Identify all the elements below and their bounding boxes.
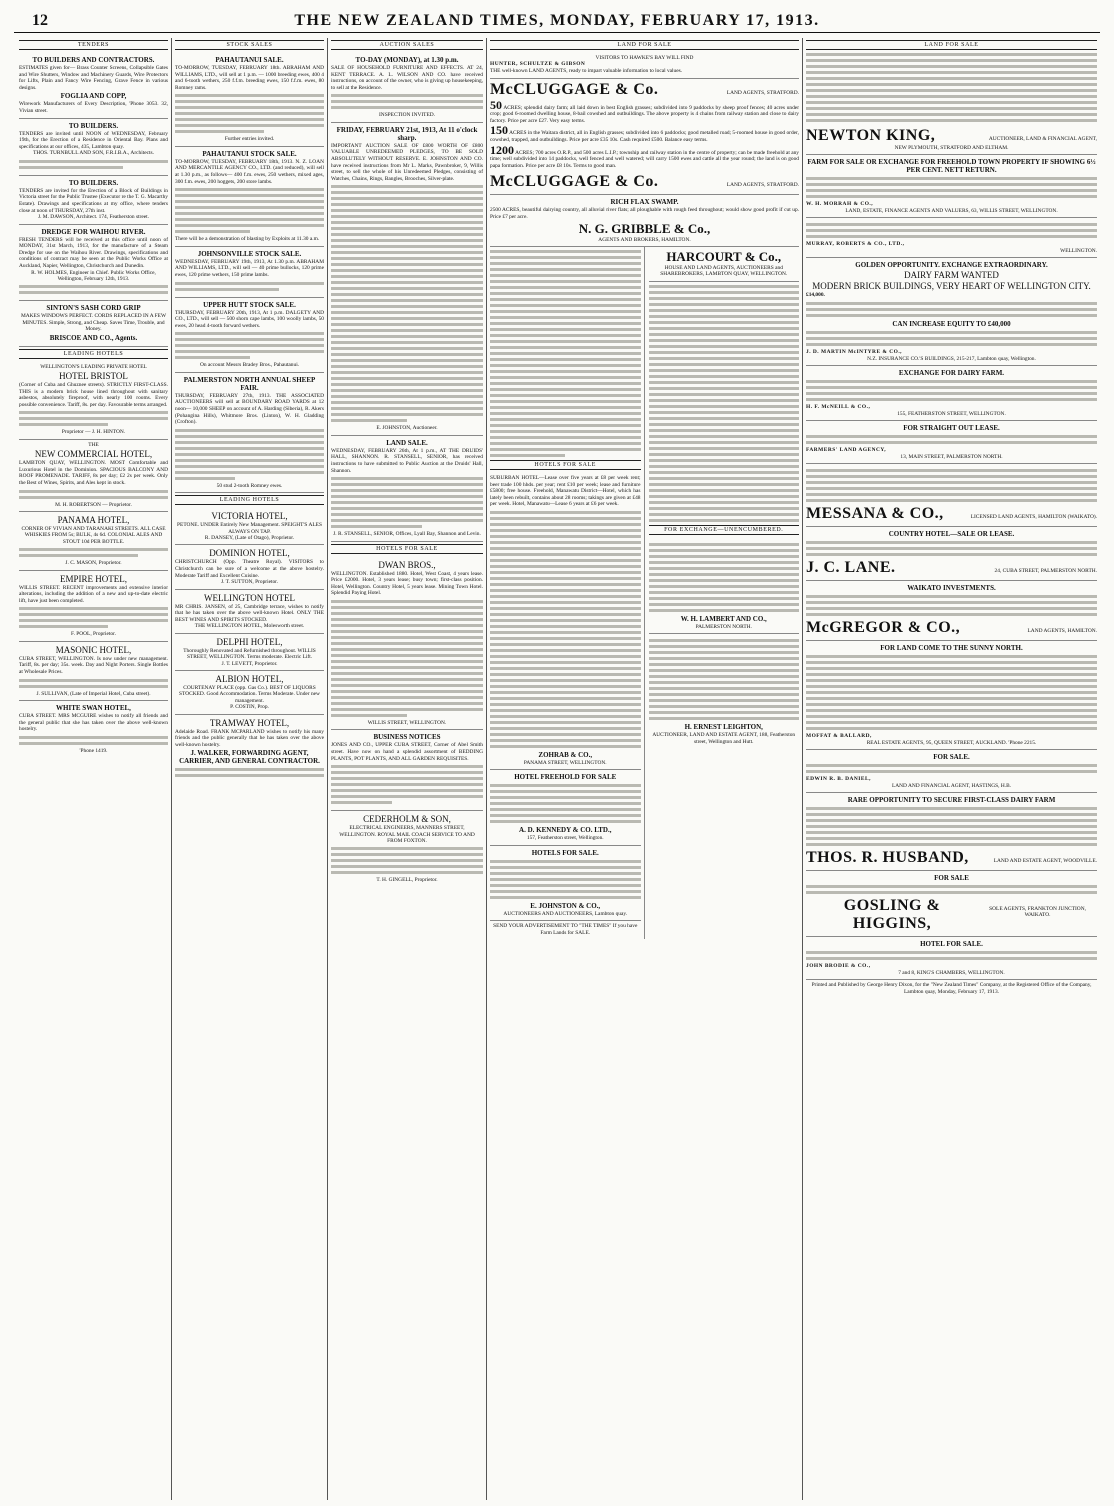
ad-body: (Corner of Cuba and Ghuznee streets). STRICTLY FIRST-CLASS. THIS is a modern brick house lined throughout with sanitary asbestos, absolutely fireproof, with nearly 100 rooms. Every possible convenience. Tariff, 8s. per day. Favourable terms arranged. (19, 381, 168, 408)
ad-footer: J. T. SUTTON, Proprietor. (220, 579, 279, 586)
ad-send-advertisement (490, 921, 641, 939)
ad-body: ESTIMATES given for— Brass Counter Screens, Collapsible Gates and Wire Shutters, Window and Machinery Guards, Wire Protectors for Lifts, Plain and Fancy Wire Fencing, Grave Fence in various designs. (19, 65, 168, 91)
ad-advertiser-sub: 155, FEATHERSTON STREET, WELLINGTON. (897, 410, 1006, 417)
ad-advertiser-side: AUCTIONEER, LAND & FINANCIAL AGENT, (988, 136, 1097, 142)
ad-body: THURSDAY, FEBRUARY 27th, 1913. THE ASSOCIATED AUCTIONEERS will sell at BOUNDARY ROAD YARDS at 12 noon— 10,000 SHEEP on account of A. Harding (Siberia), R. Akers (Pohangina Hills), Whitmore Bros. (Linton), W. H. Gladding (Crofton). (175, 392, 324, 426)
ad-headline: TO BUILDERS. (68, 178, 119, 187)
ad-headline: HOTEL FREEHOLD FOR SALE (514, 773, 617, 782)
ad-pahautanui-stock (175, 147, 324, 247)
ad-advertiser: HARCOURT & Co., (666, 248, 782, 264)
ad-land-sale-shannon (331, 436, 483, 542)
ad-advertiser-sub: 157, Featherston street, Wellington. (526, 835, 604, 842)
ad-advertiser: THOS. R. HUSBAND, (806, 849, 969, 866)
section-heading: LEADING HOTELS (175, 495, 324, 505)
column-tenders (16, 38, 172, 1500)
ad-headline: PAHAUTANUI SALE. (215, 56, 284, 64)
hotel-wellington (175, 590, 324, 634)
ad-advertiser-sub: N.Z. INSURANCE CO.'S BUILDINGS, 215-217, Lambton quay, Wellington. (867, 355, 1036, 362)
ad-gosling (806, 871, 1097, 937)
ad-advertiser: MOFFAT & BALLARD, (806, 733, 872, 739)
section-heading: LAND FOR SALE (490, 40, 799, 50)
ad-headline: PALMERSTON NORTH ANNUAL SHEEP FAIR. (183, 375, 316, 392)
ad-advertiser-sub: LICENSED LAND AGENTS, HAMILTON (WAIKATO). (970, 514, 1097, 520)
ad-advertiser-sub: REAL ESTATE AGENTS, 95, QUEEN STREET, AUCKLAND. 'Phone 2215. (866, 739, 1037, 746)
ad-mccluggage-1 (490, 79, 799, 196)
ad-hotels-for-sale-2 (490, 846, 641, 921)
ad-golden-opportunity (806, 258, 1097, 366)
section-heading: LAND FOR SALE (806, 40, 1097, 50)
lot-acres: 150 (490, 123, 508, 138)
hotel-victoria (175, 508, 324, 545)
ad-pledges (331, 123, 483, 436)
ad-advertiser-sub: PALMERSTON NORTH. (695, 623, 752, 630)
ad-advertiser: J. C. LANE. (806, 559, 896, 576)
ad-advertiser: HUNTER, SCHULTZE & GIBSON (490, 61, 586, 68)
ad-morrah (806, 155, 1097, 218)
ad-headline: JOHNSONVILLE STOCK SALE. (197, 249, 302, 258)
ad-advertiser: FARMERS' LAND AGENCY, (806, 447, 887, 453)
ad-footer: P. COSTIN, Prop. (230, 704, 269, 711)
ad-brodie (806, 937, 1097, 980)
ad-advertiser-sub: LAND AGENTS, HAMILTON. (1027, 628, 1097, 634)
ad-headline: RARE OPPORTUNITY TO SECURE FIRST-CLASS DAIRY FARM (847, 796, 1056, 804)
hotel-tramway (175, 715, 324, 784)
ad-dredge (19, 225, 168, 302)
ad-body: CUBA STREET. MRS MCGUIRE wishes to notify all friends and the general public that she has taken over the above well-known hostelry. (19, 712, 168, 733)
ad-murray-roberts (806, 218, 1097, 258)
lot-body: ACRES; splendid dairy farm; all laid down in best English grasses; subdivided into 9 paddocks by sheep proof fences; 40 acres under crop; good 6-roomed dwelling house, 8-bail cowshed and outbuildings. The above property is 4 chains from railway station and close to dairy factory. Price per acre £27. Very easy terms. (490, 104, 799, 124)
ad-advertiser-sub: LAND AND FINANCIAL AGENT, HASTINGS, H.B. (891, 782, 1012, 789)
ad-price: £14,000. (806, 292, 825, 299)
ad-footer: J. M. DAWSON, Architect. 174, Featherston street. (38, 214, 149, 221)
masthead-title: THE NEW ZEALAND TIMES, MONDAY, FEBRUARY 17, 1913. (294, 12, 820, 29)
ad-footer: E. JOHNSTON, Auctioneer. (376, 425, 438, 432)
ad-headline: FOR LAND COME TO THE SUNNY NORTH. (880, 644, 1023, 652)
hotel-delphi (175, 634, 324, 671)
ad-headline: LAND SALE. (386, 438, 428, 447)
ad-headline: RICH FLAX SWAMP. (610, 198, 679, 207)
ad-footer: On account Messrs Bradey Bros., Pahautanui. (199, 362, 300, 369)
ad-newton-king (806, 125, 1097, 155)
ad-body: TENDERS are invited for the Erection of a Block of Buildings in Victoria street for the Public Trustee (Executor re the T. G. Macarthy Estate). Drawings and specifications at my office, where tenders close at noon of THURSDAY, 27th inst. (19, 187, 168, 214)
ad-headline: TO BUILDERS AND CONTRACTORS. (32, 56, 155, 64)
ad-footer: 'Phone 1419. (79, 747, 108, 754)
hotel-panama (19, 512, 168, 571)
section-heading: HOTELS FOR SALE (331, 544, 483, 554)
ad-advertiser-sub: AGENTS AND BROKERS, HAMILTON. (598, 236, 691, 243)
hotel-albion (175, 671, 324, 715)
hotel-masonic (19, 642, 168, 701)
hotel-new-commercial (19, 440, 168, 512)
ad-body: MAKES WINDOWS PERFECT. CORDS REPLACED IN A FEW MINUTES. Simple, Strong, and Cheap. Saves Time, Trouble, and Money. (20, 313, 167, 333)
ad-headline: HOTEL FOR SALE. (920, 940, 983, 948)
ad-footer: J. T. LEVETT, Proprietor. (221, 660, 278, 667)
ad-body: CHRISTCHURCH (Opp. Theatre Royal). VISITORS to Christchurch can be sure of a welcome at the above hostelry. Moderate Tariff and Excellent Cuisine. (175, 559, 324, 579)
ad-advertiser-sub: AUCTIONEERS AND AUCTIONEERS, Lambton quay. (503, 910, 628, 917)
ad-advertiser: MURRAY, ROBERTS & CO., LTD., (806, 241, 905, 248)
ad-advertiser: J. D. MARTIN McINTYRE & CO., (806, 349, 903, 355)
ad-business-notices (331, 730, 483, 811)
ad-body: LAMBTON QUAY, WELLINGTON. MOST Comfortable and Luxurious Hotel in the Dominion. SPACIOUS BALCONY AND ROOF PROMENADE. TARIFF, 8s per day; £2 2s per week. Only the Best of Wines, Spirits, and Ales kept in stock. (19, 460, 168, 486)
imprint: Printed and Published by George Henry Dixon, for the "New Zealand Times" Company, at the Registered Office of the Company, Lambton quay, Monday, February 17, 1913. (811, 982, 1092, 995)
ad-name: DELPHI HOTEL, (216, 636, 283, 647)
ad-leighton (649, 634, 800, 748)
ad-sub: THE (88, 441, 99, 448)
ad-advertiser: JOHN BRODIE & CO., (806, 963, 871, 969)
ad-footer: J. SULLIVAN, (Late of Imperial Hotel, Cuba street). (36, 690, 151, 697)
ad-farmers-land (806, 421, 1097, 464)
ad-headline: FOR SALE (934, 874, 969, 882)
ad-hotel-freehold (490, 770, 641, 845)
ad-body: 2500 ACRES, beautiful dairying country, all alluvial river flats; all ploughable with rough feed throughout; would show good profit if cut up. Price £7 per acre. (490, 207, 799, 220)
ad-advertiser-sub: LAND AGENTS, STRATFORD. (726, 182, 799, 189)
ad-advertiser: McGREGOR & CO., (806, 619, 961, 636)
ad-body: SUBURBAN HOTEL—Lease over five years at £8 per week rent; beer trade 100 hhds. per year; rent £10 per week; lease and furniture £5800; free house. Freehold, Manawatu District—Hotel, which has lately been rebuilt, contains about 28 rooms; takings are given at £48 per week. Hotel, Manawatu—Lease 6 years at £6 per week. (490, 474, 641, 508)
ad-name: EMPIRE HOTEL, (60, 573, 127, 584)
ad-advertiser: W. H. MORRAH & CO., (806, 201, 874, 208)
ad-advertiser-sub: SOLE AGENTS, FRANKTON JUNCTION, WAIKATO. (989, 906, 1086, 919)
ad-name: WELLINGTON HOTEL (203, 592, 296, 603)
page-number: 12 (32, 12, 48, 29)
ad-cederholm (331, 811, 483, 887)
ad-advertiser-sub: 13, MAIN STREET, PALMERSTON NORTH. (900, 453, 1003, 460)
section-heading: HOTELS FOR SALE (490, 460, 641, 470)
ad-headline: COUNTRY HOTEL—SALE OR LEASE. (888, 530, 1015, 538)
ad-advertiser: ZOHRAB & CO., (538, 750, 593, 759)
hotel-bristol (19, 362, 168, 440)
ad-daniel (806, 750, 1097, 793)
ad-advertiser: EDWIN R. B. DANIEL, (806, 776, 871, 782)
ad-advertiser: N. G. GRIBBLE & Co., (578, 220, 711, 236)
ad-headline: DREDGE FOR WAIHOU RIVER. (41, 227, 146, 236)
ad-body: COURTENAY PLACE (opp. Gas Co.). BEST OF LIQUORS STOCKED. Good Accommodation. Terms Moderate. Under new management. (179, 684, 320, 704)
ad-footer: R. W. HOLMES, Engineer in Chief. Public Works Office, Wellington, February 12th, 1913. (31, 269, 156, 282)
ad-headline: WAIKATO INVESTMENTS. (907, 584, 996, 592)
ad-lane (806, 527, 1097, 581)
ad-household-sale (331, 53, 483, 123)
ad-body: SEND YOUR ADVERTISEMENT TO "THE TIMES" If you have Farm Lands for SALE. (493, 923, 638, 936)
ad-footer: INSPECTION INVITED. (379, 112, 435, 119)
ad-upper-hutt (175, 298, 324, 373)
ad-headline: FRIDAY, FEBRUARY 21st, 1913, At 11 o'clock sharp. (336, 125, 478, 142)
lot-body: ACRES in the Waitara district, all in English grasses; subdivided into 6 paddocks; good metalled road; 5-roomed house in good order, cowshed, trapped, and outbuildings. Price per acre £35 10s. Cash required £500. Balance easy terms. (490, 130, 799, 143)
ad-body: THE well-known LAND AGENTS, ready to impart valuable information to local values. (490, 68, 683, 74)
ad-headline: PAHAUTANUI STOCK SALE. (202, 149, 297, 158)
ad-advertiser-sub: 24, CUBA STREET, PALMERSTON NORTH. (994, 568, 1097, 574)
ad-footer: BRISCOE AND CO., Agents. (49, 333, 138, 342)
ad-headline: TO-DAY (MONDAY), at 1.30 p.m. (355, 56, 459, 64)
ad-name: ALBION HOTEL, (215, 673, 284, 684)
ad-footer: F. POOL, Proprietor. (71, 631, 116, 638)
ad-headline: FOR STRAIGHT OUT LEASE. (903, 424, 1000, 432)
ad-advertiser: NEWTON KING, (806, 127, 936, 144)
ad-body: ELECTRICAL ENGINEERS, MANNERS STREET, WELLINGTON. ROYAL MAIL COACH SERVICE TO AND FROM FOXTON. (339, 825, 475, 844)
ad-body: WEDNESDAY, FEBRUARY 26th, At 1 p.m., AT THE DRUIDS' HALL, SHANNON. R. STANSELL, SENIOR, has received instructions to have submitted to Public Auction at the Druids' Hall, Shannon. (331, 447, 483, 474)
ad-headline: TO BUILDERS. (68, 121, 119, 130)
section-heading: STOCK SALES (175, 40, 324, 50)
ad-lambert (649, 538, 800, 634)
lot-acres: 50 (490, 97, 502, 112)
section-heading: FOR EXCHANGE—UNENCUMBERED. (649, 525, 800, 535)
ad-palmerston-fair (175, 373, 324, 493)
ad-headline: SINTON'S SASH CORD GRIP (46, 304, 141, 313)
ad-rich-flax (490, 195, 799, 247)
ad-subhead: CAN INCREASE EQUITY TO £40,000 (892, 320, 1011, 328)
ad-footer: WILLIS STREET, WELLINGTON. (367, 719, 447, 726)
ad-subhead: MODERN BRICK BUILDINGS, VERY HEART OF WELLINGTON CITY. (812, 281, 1091, 292)
columns (16, 38, 1100, 1500)
ad-wirework (19, 53, 168, 119)
ad-body: IMPORTANT AUCTION SALE OF £800 WORTH OF £800 VALUABLE UNREDEEMED PLEDGES, TO BE SOLD ABSOLUTELY WITHOUT RESERVE. E. JOHNSTON AND CO. have received instructions from Mr L. Marks, Pawnbroker, 9, Willis street, to sell the whole of his Unredeemed Pledges, consisting of Watches, Chains, Rings, Bangles, Brooches, Silver-plate. (331, 142, 483, 182)
ad-body: JONES AND CO., UPPER CUBA STREET, Corner of Abel Smith street. Have now on hand a splendid assortment of BEDDING PLANTS, POT PLANTS, AND ALL GARDEN REQUISITES. (331, 742, 483, 762)
ad-advertiser-sub: LAND AND ESTATE AGENT, WOODVILLE. (993, 858, 1097, 864)
ad-footer: 50 stud 2-tooth Romney ewes. (216, 482, 283, 489)
ad-intro: VISITORS TO HAWKE'S BAY WILL FIND (595, 55, 694, 61)
ad-advertiser-sub: HOUSE AND LAND AGENTS, AUCTIONEERS and SHAREBROKERS, LAMBTON QUAY, WELLINGTON. (660, 264, 788, 278)
ad-footer: R. DANSEY, (Late of Otago), Proprietor. (204, 534, 295, 541)
column-stock-sales (172, 38, 328, 1500)
ad-husband (806, 793, 1097, 871)
ad-tender-residence (19, 119, 168, 176)
ad-footer: THE WELLINGTON HOTEL, Molesworth street. (194, 623, 305, 630)
ad-body: WELLINGTON. Established 1880. Hotel, West Coast, 4 years lease. Price £2000. Hotel, 3 years lease; busy town; first-class position. Hotel, Wellington. Country Hotel, 5 years lease. Mining Town Hotel. Splendid Paying Hotel. (331, 570, 483, 597)
ad-name: PANAMA HOTEL, (57, 514, 130, 525)
ad-footer: THOS. TURNBULL AND SON, F.R.I.B.A., Architects. (33, 150, 154, 157)
column-auction-sales (328, 38, 487, 1500)
hotel-white-swan (19, 701, 168, 757)
ad-advertiser: McCLUGGAGE & Co. (490, 173, 659, 191)
ad-footer: M. H. ROBERTSON — Proprietor. (55, 501, 132, 508)
lot-body: ACRES; 700 acres O.R.P., and 500 acres L.I.P.; township and railway station in the centre of property; can be made freehold at any time; well subdivided into 14 paddocks, well fenced and well watered; will carry 1500 ewes and cattle all the year round; the land is on good papa formation. Price per acre £8 10s. Terms to good man. (490, 149, 799, 169)
ad-footer: There will be a demonstration of blasting by Exploits at 11.30 a.m. (175, 236, 320, 243)
page-header (14, 10, 1100, 33)
section-heading: TENDERS (19, 40, 168, 50)
ad-mcneill (806, 366, 1097, 421)
lot-acres: 1200 (490, 142, 514, 157)
ad-body: Thoroughly Renovated and Refurnished throughout. WILLIS STREET, WELLINGTON. Terms moderate. Electric Lift. (183, 647, 316, 661)
ad-tender-victoria (19, 176, 168, 225)
ad-dwan-bros (331, 557, 483, 731)
ad-name: HOTEL BRISTOL (59, 370, 128, 381)
ad-body: THURSDAY, FEBRUARY 20th, 1913, At 1 p.m. DALGETY AND CO., LTD., will sell — 500 shorn cape lambs, 100 woolly lambs, 50 ewes, 20 head 4-tooth forward wethers. (175, 309, 324, 329)
ad-body: TENDERS are invited until NOON of WEDNESDAY, February 19th, for the Erection of a Residence in Oriental Bay. Plans and specifications at our offices, 435, Lambton quay. (19, 130, 168, 150)
ad-advertiser: McCLUGGAGE & Co. (490, 80, 659, 98)
ad-footer: J. R. STANSELL, SENIOR, Offices, Lyall Bay, Shannon and Levin. (333, 531, 481, 538)
ad-name: NEW COMMERCIAL HOTEL, (34, 449, 153, 460)
ad-mcgregor (806, 581, 1097, 641)
ad-sash-cord (19, 301, 168, 346)
ad-body: MR CHRIS. JANSEN, of 25, Cambridge terrace, wishes to notify that he has taken over the above well-known Hotel. ONLY THE BEST WINES AND SPIRITS STOCKED. (175, 603, 324, 623)
column-land-for-sale-2 (803, 38, 1100, 1500)
hotel-empire (19, 571, 168, 642)
ad-name: BUSINESS NOTICES (373, 733, 441, 742)
ad-footer: Wirework Manufacturers of Every Description, 'Phone 3053. 32, Vivian street. (19, 101, 168, 114)
ad-hunter-schultze (490, 53, 799, 79)
ad-hotels-for-sale (490, 473, 641, 770)
ad-body: TO-MORROW, TUESDAY, FEBRUARY 18th. ABRAHAM AND WILLIAMS, LTD., will sell at 1 p.m. — 1000 breeding ewes, 400 4 and 6-tooth wethers, 250 f.f.m. breeding ewes, 150 f.f.m. ewes, 80 Romney rams. (175, 65, 324, 91)
ad-advertiser: FOGLIA AND COPP, (60, 92, 127, 101)
ad-advertiser-sub: WELLINGTON. (1060, 248, 1097, 254)
ad-footer: J. C. MASON, Proprietor. (65, 560, 122, 567)
ad-headline: EXCHANGE FOR DAIRY FARM. (898, 369, 1005, 377)
ad-body: WEDNESDAY, FEBRUARY 19th, 1913, At 1.30 p.m. ABRAHAM AND WILLIAMS, LTD., will sell — 40 prime bullocks, 120 prime ewes, 120 prime wethers, 150 prime lambs. (175, 258, 324, 278)
ad-advertiser: W. H. LAMBERT AND CO., (680, 614, 767, 623)
ad-name: DWAN BROS., (378, 559, 436, 570)
ad-advertiser-sub: AUCTIONEER, LAND AND ESTATE AGENT, 188, Featherston street, Wellington and Hutt. (652, 732, 796, 745)
ad-harcourt (649, 247, 800, 282)
ad-body: CORNER OF VIVIAN AND TARANAKI STREETS. ALL CASE WHISKIES FROM 5s; BULK, 4s 6d. COLONIAL ALES AND STOUT 10d PER BOTTLE. (21, 525, 166, 545)
ad-name: CEDERHOLM & SON, (363, 814, 451, 825)
ad-body: TO-MORROW, TUESDAY, FEBRUARY 18th, 1913. N. Z. LOAN AND MERCANTILE AGENCY CO., LTD. (and reduced), will sell at 1.30 p.m., as follows— 400 f.m. ewes, 250 wethers, mixed ages, 300 f.m. ewes, 200 hoggets, 200 store lambs. (175, 158, 324, 185)
ad-body: Adelaide Road. FRANK MCPARLAND wishes to notify his many friends and the public generally that he has taken over the above well-known hostelry. (175, 728, 324, 748)
ad-body: FRESH TENDERS will be received at this office until noon of MONDAY, 31st March, 1913, for the manufacture of a Steam Dredge for use on the Waihou River. Drawings, specifications and conditions of contract may be seen at the Public Works Office at Auckland, Napier, Wellington, Christchurch and Dunedin. (19, 236, 168, 269)
ad-body: CUBA STREET, WELLINGTON. Is now under new management. Tariff, 8s. per day; 35s. week. Day and Night Porters. Single Bottles at Wholesale Prices. (19, 655, 168, 675)
ad-headline: FOR SALE. (933, 753, 970, 761)
ad-name: MASONIC HOTEL, (55, 644, 132, 655)
ad-moffat-ballard (806, 641, 1097, 750)
ad-advertiser-sub: NEW PLYMOUTH, STRATFORD AND ELTHAM. (894, 145, 1009, 151)
ad-pahautanui-sale (175, 53, 324, 147)
ad-footer: J. WALKER, FORWARDING AGENT, CARRIER, AND GENERAL CONTRACTOR. (179, 749, 320, 766)
ad-advertiser-sub: PANAMA STREET, WELLINGTON. (523, 759, 607, 766)
land-subcolumn-right (645, 247, 800, 939)
ad-name: VICTORIA HOTEL, (211, 511, 288, 522)
ad-advertiser: A. D. KENNEDY & CO. LTD., (519, 826, 612, 835)
ad-footer: Further entries invited. (224, 136, 275, 143)
ad-advertiser: E. JOHNSTON & CO., (530, 901, 601, 910)
ad-body: PETONE. UNDER Entirely New Management. SPEIGHT'S ALES ALWAYS ON TAP. (177, 522, 322, 535)
ad-advertiser-sub: LAND, ESTATE, FINANCE AGENTS AND VALUERS, 63, WILLIS STREET, WELLINGTON. (845, 208, 1058, 214)
ad-headline: GOLDEN OPPORTUNITY. EXCHANGE EXTRAORDINARY. (855, 261, 1048, 270)
ad-body: SALE OF HOUSEHOLD FURNITURE AND EFFECTS. AT 24, KENT TERRACE. A. L. WILSON AND CO. have received instructions, on account of the owner, who is giving up housekeeping, to sell at the Residence. (331, 65, 483, 91)
ad-sub: WELLINGTON'S LEADING PRIVATE HOTEL (40, 363, 147, 370)
column-land-for-sale (487, 38, 803, 1500)
ad-advertiser: H. ERNEST LEIGHTON, (684, 723, 763, 732)
ad-advertiser: MESSANA & CO., (806, 505, 944, 522)
section-heading: AUCTION SALES (331, 40, 483, 50)
ad-name: DOMINION HOTEL, (209, 548, 290, 559)
ad-headline: HOTELS FOR SALE. (531, 848, 599, 857)
ad-headline: FARM FOR SALE OR EXCHANGE FOR FREEHOLD TOWN PROPERTY IF SHOWING 6½ PER CENT. NETT RETURN. (807, 158, 1096, 175)
ad-footer: Proprietor — J. H. HINTON. (61, 429, 126, 436)
ad-advertiser: H. F. McNEILL & CO., (806, 404, 871, 410)
hotel-dominion (175, 545, 324, 589)
ad-headline: UPPER HUTT STOCK SALE. (203, 300, 296, 309)
ad-advertiser-sub: 7 and 8, KING'S CHAMBERS, WELLINGTON. (898, 969, 1005, 976)
ad-advertiser-sub: LAND AGENTS, STRATFORD. (726, 89, 799, 96)
ad-advertiser: GOSLING & HIGGINS, (843, 897, 941, 932)
ad-johnsonville (175, 247, 324, 298)
ad-messana (806, 464, 1097, 527)
ad-name: TRAMWAY HOTEL, (209, 717, 290, 728)
ad-footer: T. H. GINGELL, Proprietor. (376, 877, 438, 884)
ad-body: WILLIS STREET. RECENT improvements and extensive interior alterations, including the addition of a new and up-to-date electric lift, have just been completed. (19, 584, 168, 604)
section-heading: LEADING HOTELS (19, 349, 168, 359)
ad-name: WHITE SWAN HOTEL, (56, 703, 131, 712)
ad-subhead: DAIRY FARM WANTED (904, 270, 999, 281)
land-subcolumn-left (490, 247, 645, 939)
